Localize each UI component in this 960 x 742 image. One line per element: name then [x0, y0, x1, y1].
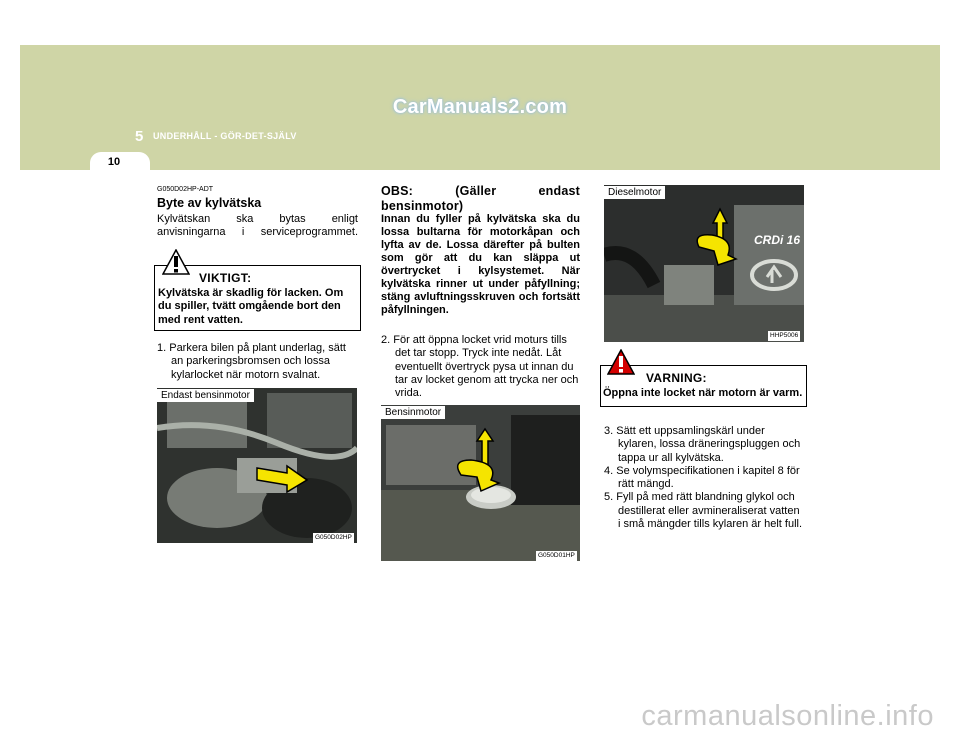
caution-text: Kylvätska är skadlig för lacken. Om du spiller, tvätt omgående bort den med rent vatten. — [158, 287, 344, 326]
engine-illustration-3 — [604, 185, 804, 342]
section-code: G050D02HP-ADT — [157, 186, 214, 193]
warning-title: VARNING: — [646, 371, 707, 385]
step-list-1 — [157, 342, 358, 382]
figure-code-2: G050D01HP — [538, 552, 575, 559]
figure-code-3: HHP5006 — [770, 332, 799, 339]
step-list-3 — [604, 425, 803, 531]
step-2: 2. För att öppna locket vrid moturs tills det tar stopp. Tryck inte nedåt. Låt eventuellt övertryck pysa ut innan du tar av locket genom att trycka ner och vrida. — [381, 334, 579, 400]
figure-tag-1: Endast bensinmotor — [157, 389, 254, 402]
obs-text: Innan du fyller på kylvätska ska du lossa bultarna för motorkåpan och lyfta av de. Lossa därefter på bulten som gör att du kan släppa ut övertrycket i kylsystemet. När kylvätska rinner ut under påfyllning; stäng avluftningsskruven och fortsätt påfyllningen. — [381, 213, 580, 316]
step-4: 4. Se volymspecifikationen i kapitel 8 för rätt mängd. — [604, 464, 800, 491]
watermark-text[interactable]: carmanualsonline.info — [641, 700, 934, 732]
caution-title: VIKTIGT: — [199, 271, 252, 285]
figure-tag-2: Bensinmotor — [381, 406, 445, 419]
engine-photo-diesel — [604, 185, 804, 342]
crdi-badge: CRDi 16 — [754, 233, 801, 247]
step-3: 3. Sätt ett uppsamlingskärl under kylaren, lossa dräneringspluggen och tappa ur all kylvätska. — [604, 425, 801, 464]
page-number: 10 — [107, 156, 121, 168]
danger-triangle-icon — [607, 349, 635, 375]
engine-illustration-1 — [157, 388, 357, 543]
engine-photo-petrol-2 — [381, 405, 580, 561]
intro-text: Kylvätskan ska bytas enligt anvisningarna i serviceprogrammet. — [157, 213, 358, 239]
footer-watermark[interactable] — [0, 700, 960, 733]
figure-tag-3: Dieselmotor — [604, 186, 665, 199]
step-1: 1. Parkera bilen på plant underlag, sätt an parkeringsbromsen och lossa kylarlocket när motorn svalnat. — [157, 342, 346, 381]
step-list-2 — [381, 334, 580, 400]
warning-triangle-icon — [162, 249, 190, 275]
figure-code-1: G050D02HP — [315, 534, 352, 541]
section-number: 5 — [135, 128, 144, 145]
page-margin-top — [0, 0, 960, 45]
engine-photo-petrol-1 — [157, 388, 357, 543]
step-5: 5. Fyll på med rätt blandning glykol och destillerat eller avmineraliserat vatten i små mängder tills kylaren är helt full. — [604, 491, 803, 531]
obs-heading: OBS: (Gäller endast bensinmotor) — [381, 184, 580, 213]
engine-illustration-2 — [381, 405, 580, 561]
section-title: UNDERHÅLL - GÖR-DET-SJÄLV — [153, 131, 297, 141]
warning-text: Öppna inte locket när motorn är varm. — [603, 387, 803, 399]
section-heading: Byte av kylvätska — [157, 196, 262, 210]
site-title[interactable]: CarManuals2.com — [392, 96, 568, 118]
